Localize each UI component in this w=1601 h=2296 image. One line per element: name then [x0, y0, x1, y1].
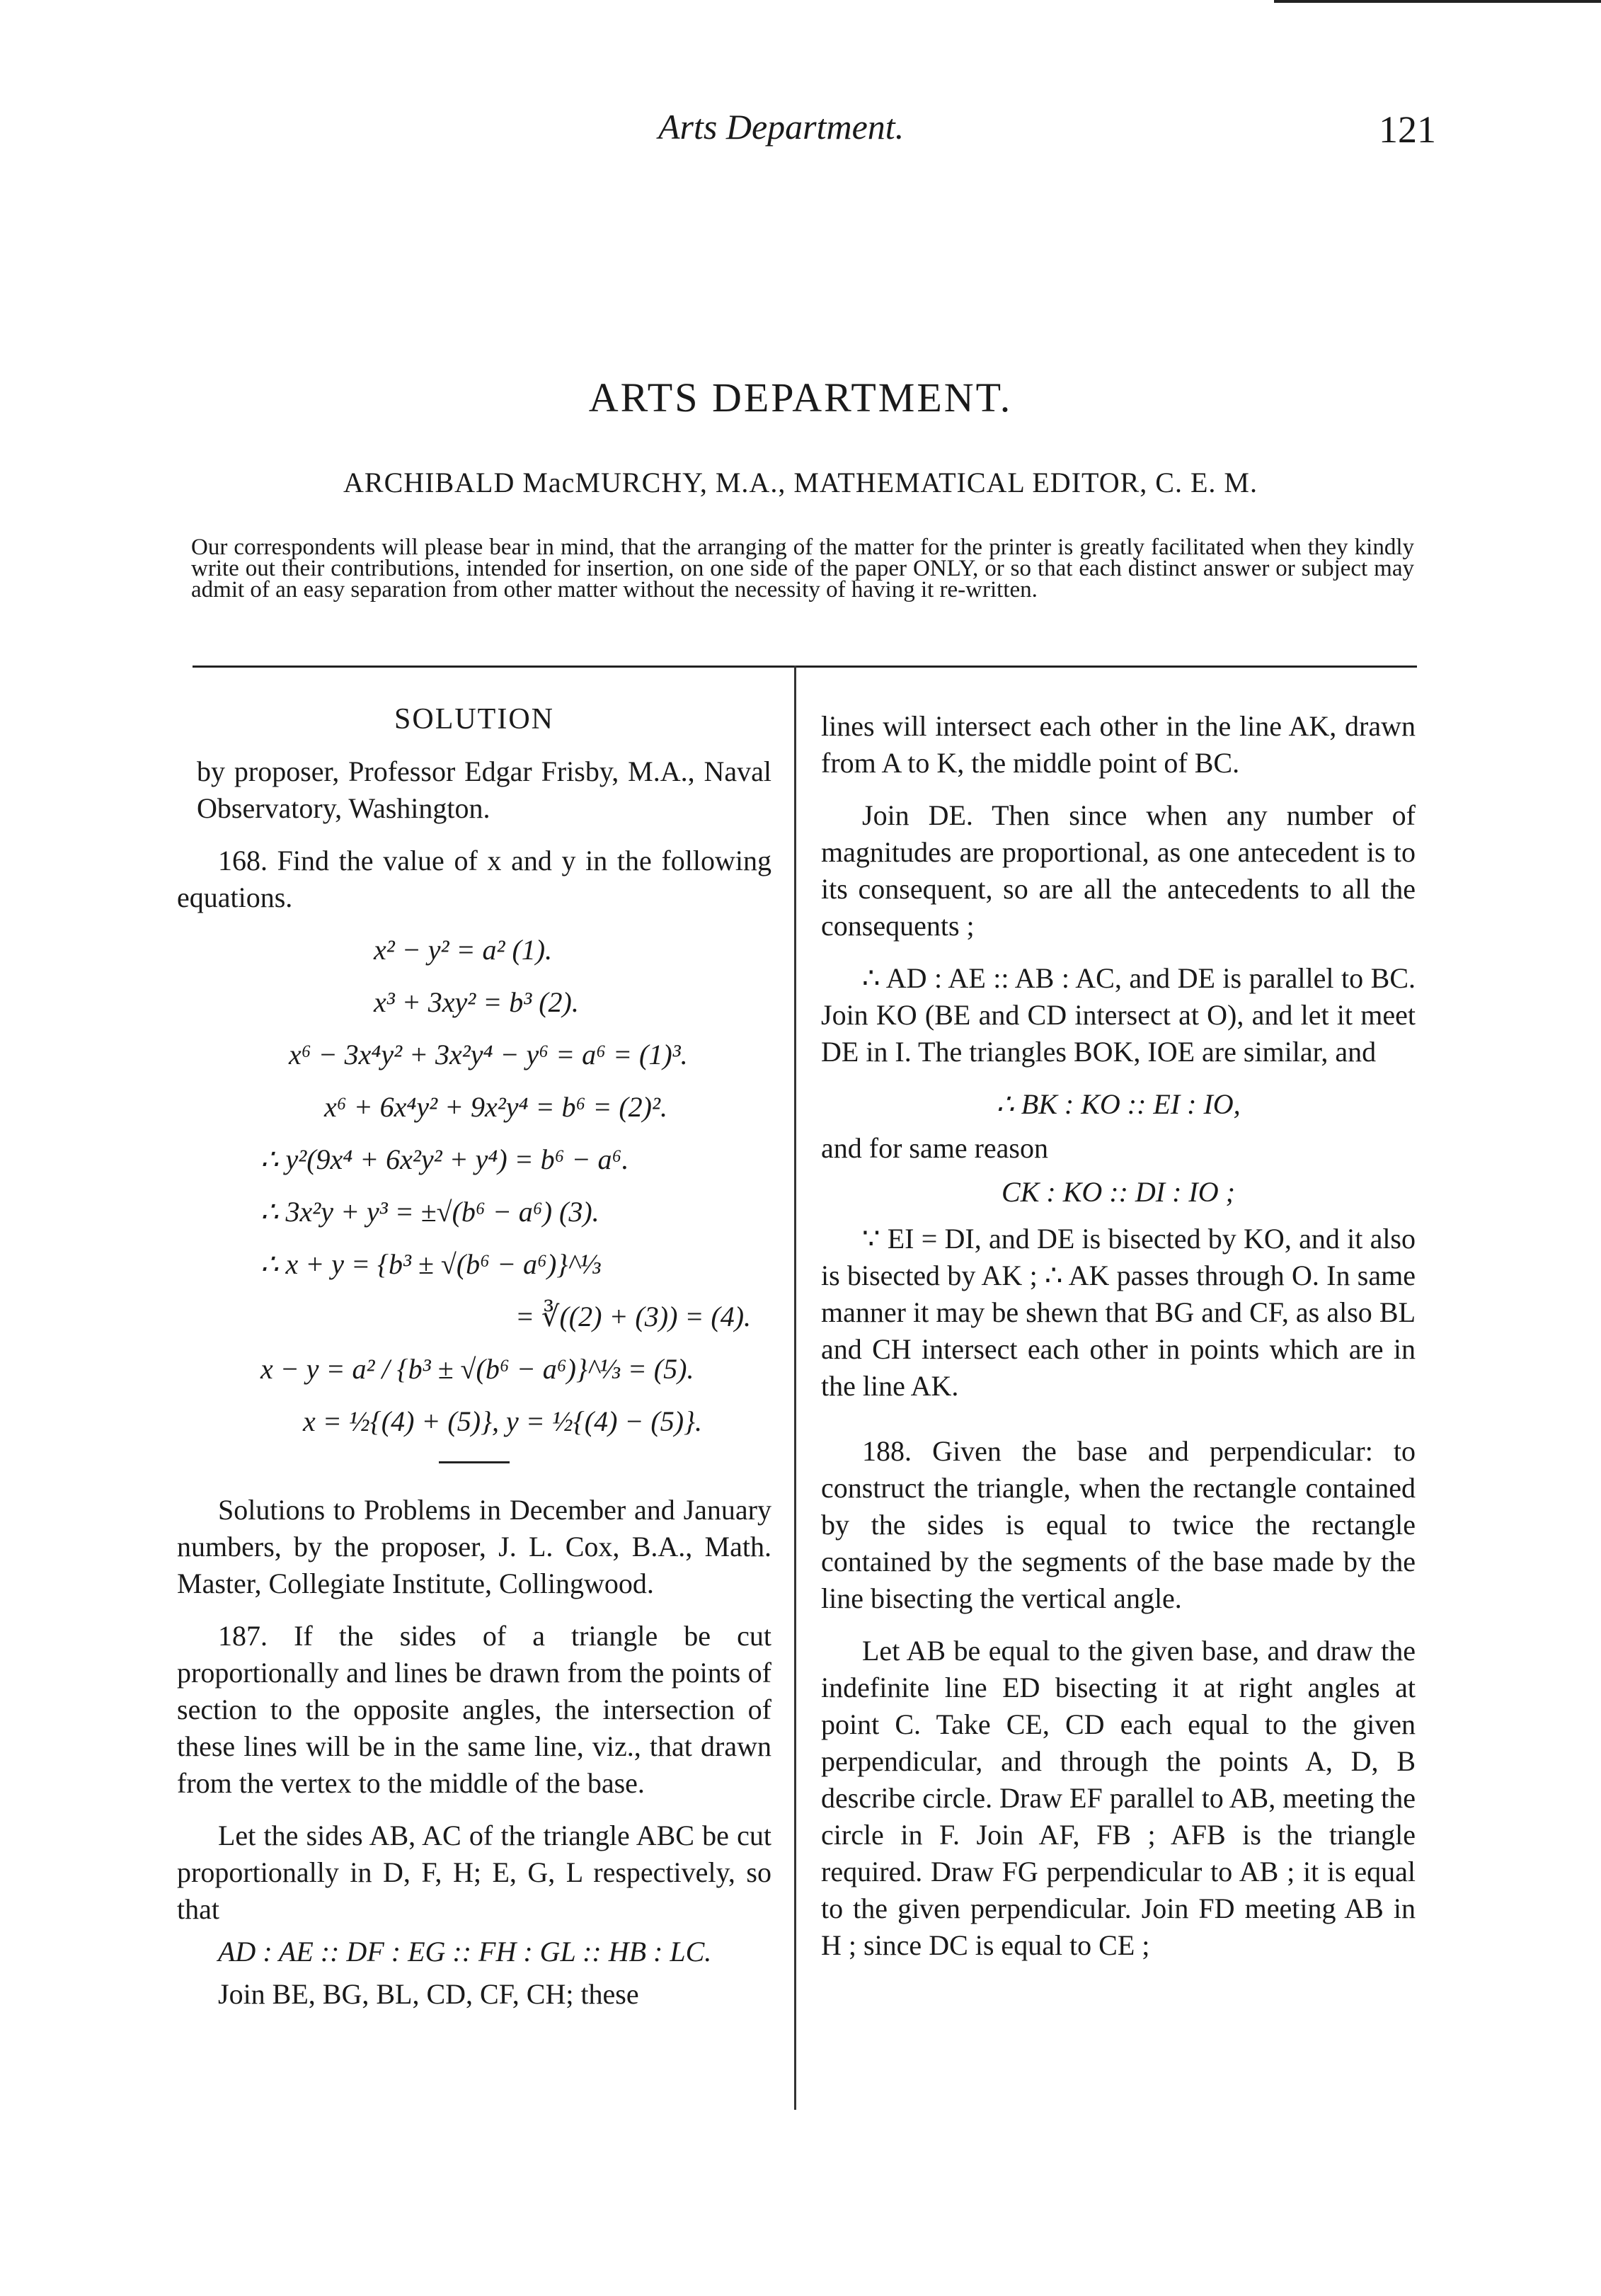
equation-5: ∴ y²(9x⁴ + 6x²y² + y⁴) = b⁶ − a⁶.: [260, 1143, 629, 1175]
solutions-intro: Solutions to Problems in December and January numbers, by the proposer, J. L. Cox, B.A., Math. Master, Collegiate Institute, Collingwood.: [177, 1494, 771, 1599]
section-separator: [439, 1461, 510, 1463]
column-divider: [794, 666, 796, 2110]
problem-188: 188. Given the base and perpendicular: to construct the triangle, when the rectangle contained by the sides is equal to twice the rectangle contained by the segments of the base made by the line bisecting the vertical angle.: [821, 1435, 1416, 1614]
paragraph-let-sides: Let the sides AB, AC of the triangle ABC be cut proportionally in D, F, H; E, G, L respectively, so that: [177, 1820, 771, 1925]
paragraph-lines-intersect: lines will intersect each other in the line AK, drawn from A to K, the middle point of BC.: [821, 710, 1416, 779]
equation-ck: CK : KO :: DI : IO ;: [1002, 1176, 1235, 1208]
equation-8: = ∛((2) + (3)) = (4).: [515, 1301, 752, 1332]
equation-block: [177, 932, 771, 1440]
problem-187: 187. If the sides of a triangle be cut proportionally and lines be drawn from the points of section to the opposite angles, the intersection of these lines will be in the same line, viz., that drawn from the vertex to the middle of the base.: [177, 1620, 771, 1799]
paragraph-join: Join BE, BG, BL, CD, CF, CH; these: [218, 1978, 639, 2010]
page-number: 121: [1379, 108, 1436, 151]
solution-heading: SOLUTION: [394, 703, 554, 736]
equation-4: x⁶ + 6x⁴y² + 9x²y⁴ = b⁶ = (2)².: [324, 1091, 667, 1123]
correspondents-notice: Our correspondents will please bear in mind, that the arranging of the matter for the printer is greatly facilitated when they kindly write out their contributions, intended for insertion, on one side of the paper ONLY, or so that each distinct answer or subject may admit of an easy separation from other matter without the necessity of having it re-written.: [191, 535, 1414, 602]
equation-7: ∴ x + y = {b³ ± √(b⁶ − a⁶)}^⅓: [260, 1248, 602, 1280]
paragraph-since: ∵ EI = DI, and DE is bisected by KO, and it also is bisected by AK ; ∴ AK passes through O. In same manner it may be shewn that BG and CF, as also BL and CH intersect each other in points which are in the line AK.: [821, 1223, 1416, 1402]
problem-168: 168. Find the value of x and y in the following equations.: [177, 845, 771, 913]
equation-10: x = ½{(4) + (5)}, y = ½{(4) − (5)}.: [303, 1405, 703, 1437]
header-rule: [193, 666, 1417, 668]
right-column: [821, 708, 1416, 1980]
paragraph-let-ab: Let AB be equal to the given base, and draw the indefinite line ED bisecting it at right angles at point C. Take CE, CD each equal to the given perpendicular, and through the points A, D, B describe circle. Draw EF parallel to AB, meeting the circle in F. Join AF, FB ; AFB is the triangle required. Draw FG perpendicular to AB ; it is equal to the given perpendicular. Join FD meeting AB in H ; since DC is equal to CE ;: [821, 1635, 1416, 1961]
running-title: Arts Department.: [658, 107, 905, 147]
editor-line: ARCHIBALD MacMURCHY, M.A., MATHEMATICAL EDITOR, C. E. M.: [343, 467, 1258, 498]
solution-byline: by proposer, Professor Edgar Frisby, M.A., Naval Observatory, Washington.: [197, 755, 771, 824]
paragraph-join-de: Join DE. Then since when any number of magnitudes are proportional, as one antecedent is to its consequent, so are all the antecedents to all the consequents ;: [821, 799, 1416, 942]
scan-edge-rule: [1274, 0, 1601, 3]
proportion-line: AD : AE :: DF : EG :: FH : GL :: HB : LC.: [218, 1936, 712, 1967]
equation-3: x⁶ − 3x⁴y² + 3x²y⁴ − y⁶ = a⁶ = (1)³.: [289, 1039, 688, 1070]
paragraph-therefore: ∴ AD : AE :: AB : AC, and DE is parallel to BC. Join KO (BE and CD intersect at O), and let it meet DE in I. The triangles BOK, IOE are similar, and: [821, 962, 1416, 1068]
equation-9: x − y = a² / {b³ ± √(b⁶ − a⁶)}^⅓ = (5).: [260, 1353, 694, 1385]
equation-bk: ∴ BK : KO :: EI : IO,: [996, 1088, 1241, 1120]
equation-6: ∴ 3x²y + y³ = ±√(b⁶ − a⁶) (3).: [260, 1196, 599, 1228]
section-title: ARTS DEPARTMENT.: [588, 375, 1013, 421]
equation-2: x³ + 3xy² = b³ (2).: [374, 986, 579, 1018]
left-column: [177, 701, 771, 2028]
equation-1: x² − y² = a² (1).: [374, 934, 553, 966]
same-reason: and for same reason: [821, 1132, 1048, 1164]
